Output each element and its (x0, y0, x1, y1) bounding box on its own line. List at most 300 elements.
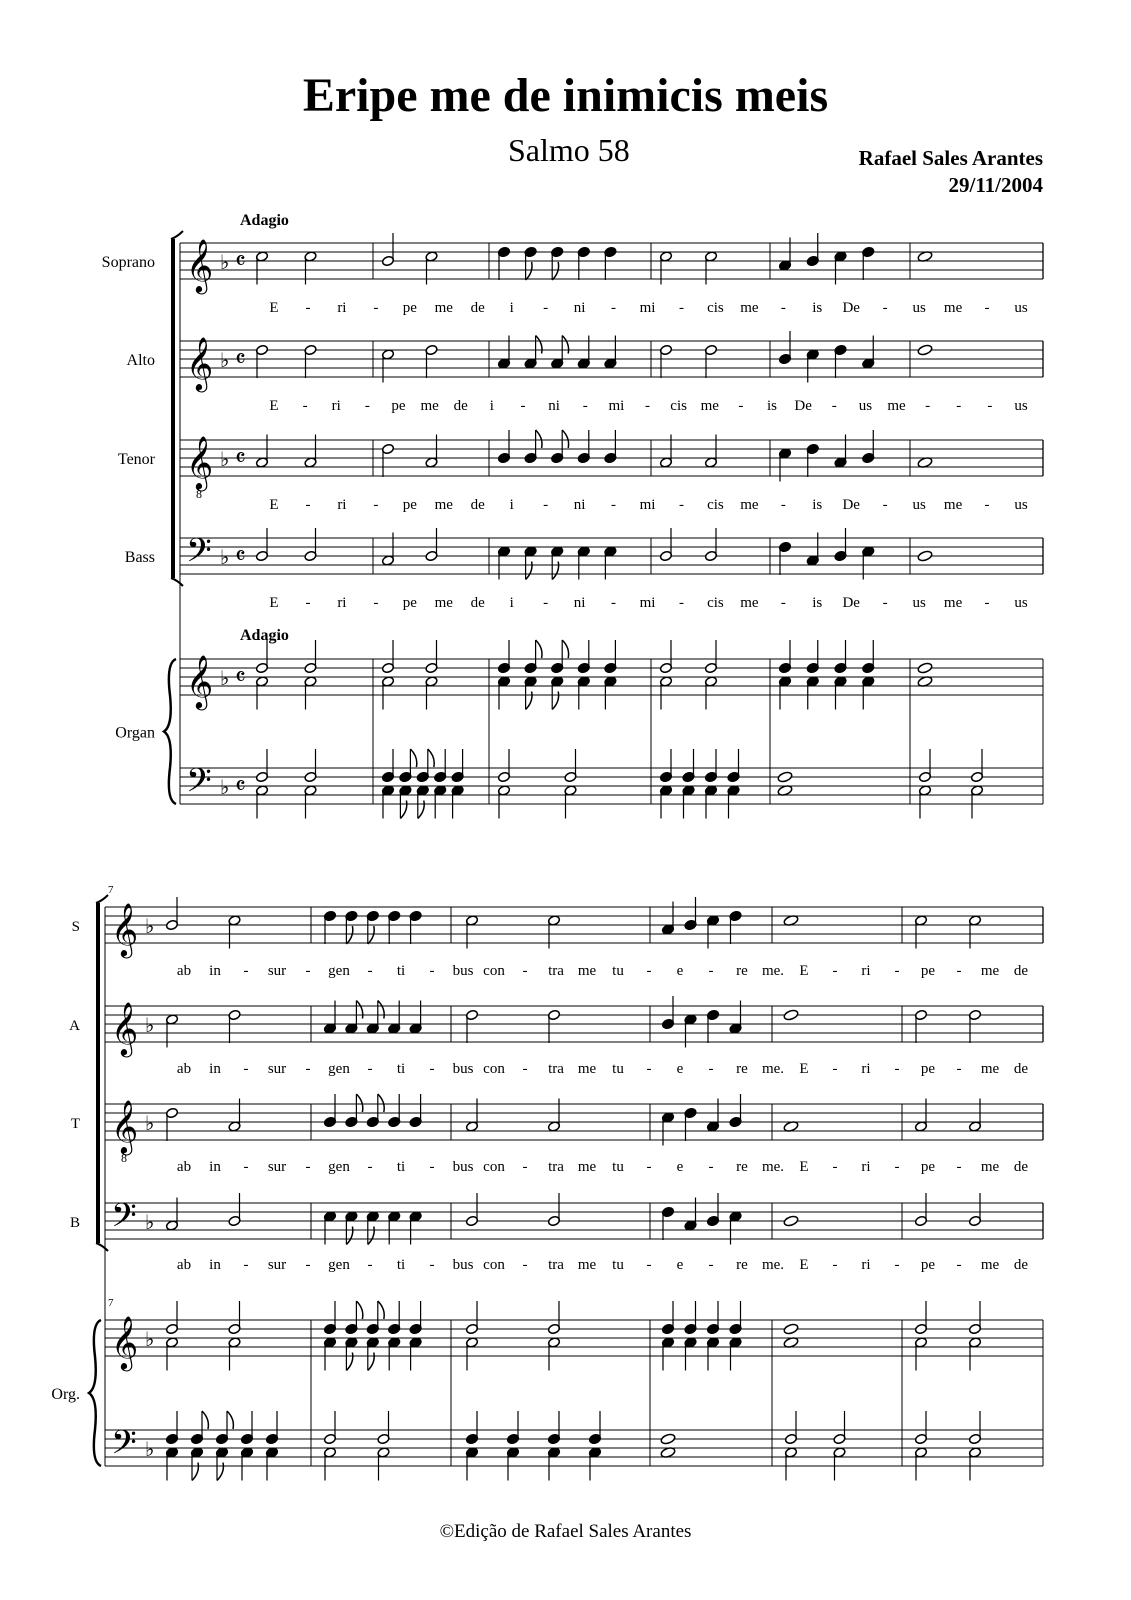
organ-note (465, 1301, 478, 1335)
lyric-syllable: - (956, 963, 962, 979)
organ-note (255, 749, 268, 783)
note (323, 910, 336, 944)
note (862, 246, 875, 280)
organ-note (833, 1447, 846, 1481)
organ-note (388, 1337, 401, 1371)
lyric-syllable: - (543, 300, 549, 316)
note-flag (356, 1001, 362, 1019)
key-signature-flat: ♭ (145, 1329, 155, 1351)
organ-note (240, 1447, 253, 1481)
lyric-syllable: - (646, 1257, 652, 1273)
organ-note (381, 640, 394, 674)
key-signature-flat: ♭ (145, 916, 155, 938)
organ-note (265, 1411, 278, 1445)
lyric-syllable: mi (608, 398, 625, 414)
lyric-syllable: pe (402, 300, 417, 316)
lyric-syllable: - (611, 300, 617, 316)
lyric-syllable: us (1014, 595, 1028, 611)
lyric-syllable: - (522, 1257, 528, 1273)
note-flag (418, 801, 424, 819)
lyric-syllable: ri (337, 300, 347, 316)
lyric-syllable: me (577, 1257, 597, 1273)
lyric-syllable: - (984, 497, 990, 513)
note (806, 443, 819, 477)
voice-label: Soprano (101, 254, 155, 271)
bass-clef-icon: 𝄢 (186, 762, 212, 807)
organ-note (434, 785, 447, 819)
organ-note (425, 676, 438, 710)
organ-note (704, 785, 717, 819)
organ-note (416, 785, 429, 819)
organ-note (434, 749, 447, 783)
voice-label: Alto (126, 352, 155, 369)
treble-clef-icon: 𝄞 (111, 1101, 139, 1152)
organ-note (970, 749, 983, 783)
lyric-syllable: me (980, 963, 1000, 979)
lyric-syllable: me (740, 595, 759, 611)
lyric-syllable: De (842, 497, 860, 513)
lyric-syllable: - (738, 398, 744, 414)
lyric-syllable: pe (920, 1159, 936, 1175)
organ-note (970, 785, 983, 819)
lyric-syllable: ab (176, 1061, 192, 1077)
lyric-syllable: me. (761, 1257, 785, 1273)
lyric-syllable: tra (548, 1159, 564, 1175)
note (381, 233, 394, 267)
note-flag (526, 262, 532, 280)
organ-note (366, 1301, 384, 1335)
lyric-syllable: - (305, 497, 311, 513)
tempo-marking: Adagio (240, 212, 289, 229)
note (968, 1009, 981, 1043)
piece-title: Eripe me de inimicis meis (302, 69, 829, 122)
lyric-syllable: - (243, 1159, 249, 1175)
organ-note (564, 785, 577, 819)
lyric-syllable: - (984, 595, 990, 611)
time-signature: 𝄴 (235, 544, 246, 570)
organ-note (706, 1337, 719, 1371)
note (729, 1094, 742, 1128)
lyric-syllable: - (367, 1257, 373, 1273)
lyric-syllable: me (887, 398, 906, 414)
lyric-syllable: E (799, 1257, 809, 1273)
organ-note (165, 1447, 178, 1481)
notehead (660, 1433, 676, 1445)
treble-clef-icon: 𝄞 (111, 1317, 139, 1368)
organ-note (506, 1411, 519, 1445)
lyric-syllable: - (243, 1257, 249, 1273)
note-flag (378, 1301, 384, 1319)
lyric-syllable: bus (452, 1061, 474, 1077)
key-signature-flat: ♭ (220, 777, 230, 799)
organ-note (659, 785, 672, 819)
lyric-syllable: ni (573, 497, 586, 513)
organ-note (706, 1301, 719, 1335)
note (577, 246, 590, 280)
note (345, 1094, 363, 1128)
note (366, 1094, 384, 1128)
lyric-syllable: me (700, 398, 719, 414)
note-flag (552, 692, 558, 710)
note (729, 910, 742, 944)
organ-note (659, 749, 672, 783)
lyric-syllable: de (453, 398, 468, 414)
lyric-syllable: ab (176, 1159, 192, 1175)
lyric-syllable: mi (639, 300, 656, 316)
note (604, 430, 617, 464)
lyric-syllable: - (987, 398, 993, 414)
lyric-syllable: - (373, 595, 379, 611)
lyric-syllable: bus (452, 963, 474, 979)
lyric-syllable: me (943, 595, 963, 611)
organ-note (604, 676, 617, 710)
lyric-syllable: pe (402, 595, 417, 611)
organ-note (588, 1411, 601, 1445)
lyric-syllable: ri (861, 1159, 871, 1175)
lyrics-line (269, 300, 1027, 316)
lyric-syllable: - (894, 963, 900, 979)
organ-note (834, 676, 847, 710)
lyric-syllable: me (577, 963, 597, 979)
organ-note (833, 1411, 846, 1445)
lyric-syllable: in (209, 963, 221, 979)
organ-note (727, 749, 740, 783)
tempo-marking: Adagio (240, 627, 289, 644)
note (465, 1193, 478, 1227)
notehead (917, 344, 933, 356)
lyric-syllable: - (925, 398, 931, 414)
organ-note (729, 1337, 742, 1371)
organ-note (604, 640, 617, 674)
lyric-syllable: e (676, 1159, 684, 1175)
organ-note (497, 749, 510, 783)
organ-note (215, 1411, 233, 1445)
note (425, 344, 438, 378)
bracket-hook (96, 895, 108, 903)
choir-bracket (171, 239, 175, 578)
lyric-syllable: mi (639, 595, 656, 611)
organ-note (704, 676, 717, 710)
organ-brace (89, 1320, 101, 1466)
note-flag (526, 692, 532, 710)
lyric-syllable: ni (573, 595, 586, 611)
bass-clef-icon: 𝄢 (111, 1424, 137, 1469)
organ-note (547, 1337, 560, 1371)
organ-note (323, 1301, 336, 1335)
lyric-syllable: - (678, 595, 684, 611)
lyric-syllable: - (645, 398, 650, 414)
note (917, 550, 933, 562)
notehead (783, 1009, 799, 1021)
organ-note (684, 1301, 697, 1335)
lyric-syllable: pe (920, 1061, 936, 1077)
organ-note (968, 1301, 981, 1335)
lyric-syllable: tra (548, 963, 564, 979)
lyric-syllable: - (984, 300, 990, 316)
octave-marker: 8 (196, 487, 202, 501)
time-signature: 𝄴 (235, 347, 246, 373)
lyric-syllable: - (522, 1159, 528, 1175)
organ-note (577, 676, 590, 710)
organ-note (451, 785, 464, 819)
lyric-syllable: - (882, 497, 888, 513)
lyric-syllable: - (367, 1061, 373, 1077)
lyric-syllable: in (209, 1061, 221, 1077)
note (547, 1193, 560, 1227)
time-signature: 𝄴 (235, 446, 246, 472)
key-signature-flat: ♭ (220, 547, 230, 569)
lyric-syllable: - (543, 595, 549, 611)
lyric-syllable: i (509, 595, 514, 611)
bracket-hook (96, 1243, 108, 1251)
note (524, 246, 537, 280)
lyric-syllable: e (676, 963, 684, 979)
note (165, 897, 178, 931)
composition-date: 29/11/2004 (948, 173, 1043, 197)
lyric-syllable: ri (331, 398, 341, 414)
lyric-syllable: E (799, 1159, 809, 1175)
lyric-syllable: gen (328, 963, 350, 979)
lyric-syllable: is (812, 300, 823, 316)
lyric-syllable: - (956, 1159, 962, 1175)
lyric-syllable: - (373, 497, 379, 513)
lyric-syllable: - (956, 398, 962, 414)
voice-label: B (69, 1215, 80, 1231)
organ-note (323, 1411, 336, 1445)
lyric-syllable: - (522, 1061, 528, 1077)
organ-note (506, 1447, 519, 1481)
lyric-syllable: is (812, 497, 823, 513)
note (968, 1193, 981, 1227)
key-signature-flat: ♭ (220, 449, 230, 471)
note-flag (346, 926, 352, 944)
organ-note (914, 1337, 927, 1371)
lyric-syllable: pe (920, 963, 936, 979)
note (165, 1107, 178, 1141)
lyric-syllable: ri (861, 1257, 871, 1273)
organ-note (345, 1301, 363, 1335)
lyric-syllable: - (894, 1061, 900, 1077)
organ-note (918, 785, 931, 819)
note-flag (378, 1001, 384, 1019)
lyric-syllable: de (470, 300, 485, 316)
organ-note (399, 749, 417, 783)
lyric-syllable: de (470, 595, 485, 611)
note (778, 331, 791, 365)
note (704, 344, 717, 378)
treble-clef-icon: 𝄞 (111, 904, 139, 955)
lyric-syllable: cis (707, 595, 724, 611)
lyric-syllable: is (812, 595, 823, 611)
lyric-syllable: - (646, 963, 652, 979)
voice-label: T (70, 1116, 80, 1132)
note (862, 430, 875, 464)
note (547, 1009, 560, 1043)
organ-note (345, 1337, 358, 1371)
organ-note (190, 1447, 203, 1481)
organ-note (914, 1301, 927, 1335)
note-flag (356, 1094, 362, 1112)
measure-number: 7 (108, 1297, 114, 1309)
lyric-syllable: me (434, 300, 453, 316)
organ-note (381, 749, 394, 783)
measure-number: 7 (108, 884, 114, 896)
key-signature-flat: ♭ (145, 1015, 155, 1037)
organ-note (834, 640, 847, 674)
lyric-syllable: us (912, 300, 926, 316)
composer: Rafael Sales Arantes (858, 146, 1043, 170)
note-flag (562, 640, 568, 658)
notehead (783, 1323, 799, 1335)
organ-note (366, 1337, 379, 1371)
lyric-syllable: re (736, 1257, 748, 1273)
note-flag (552, 562, 558, 580)
note-flag (346, 1353, 352, 1371)
lyric-syllable: De (842, 595, 860, 611)
organ-note (215, 1447, 228, 1481)
organ-note (524, 640, 542, 674)
lyric-syllable: ab (176, 963, 192, 979)
organ-note (727, 785, 740, 819)
lyric-syllable: - (708, 1061, 714, 1077)
organ-note (862, 676, 875, 710)
voice-label: A (69, 1018, 80, 1034)
organ-note (377, 1447, 390, 1481)
time-signature: 𝄴 (235, 249, 246, 275)
organ-note (323, 1337, 336, 1371)
organ-note (547, 1447, 560, 1481)
organ-note (165, 1337, 178, 1371)
note (323, 1094, 336, 1128)
lyric-syllable: ri (337, 497, 347, 513)
lyric-syllable: - (373, 300, 379, 316)
organ-note (914, 1411, 927, 1445)
lyric-syllable: re (736, 1159, 748, 1175)
lyric-syllable: me (943, 497, 963, 513)
organ-note (255, 640, 268, 674)
organ-note (240, 1411, 253, 1445)
note (914, 1009, 927, 1043)
organ-note (497, 785, 510, 819)
lyric-syllable: in (209, 1257, 221, 1273)
lyric-syllable: gen (328, 1061, 350, 1077)
organ-note (564, 749, 577, 783)
note (783, 1215, 799, 1227)
note-flag (227, 1411, 233, 1429)
note-flag (356, 1301, 362, 1319)
organ-note (862, 640, 875, 674)
lyric-syllable: de (1013, 1061, 1029, 1077)
lyric-syllable: sur (267, 1257, 287, 1273)
lyric-syllable: cis (670, 398, 687, 414)
organ-note (682, 785, 695, 819)
lyric-syllable: - (831, 398, 837, 414)
lyric-syllable: is (766, 398, 778, 414)
organ-note (784, 1447, 797, 1481)
note (524, 430, 542, 464)
lyric-syllable: mi (639, 497, 656, 513)
treble-clef-icon: 𝄞 (186, 437, 214, 488)
lyric-syllable: de (470, 497, 485, 513)
lyric-syllable: me (943, 300, 963, 316)
note (409, 910, 422, 944)
lyric-syllable: me (740, 497, 759, 513)
note-flag (536, 336, 542, 354)
organ-note (968, 1337, 981, 1371)
notehead (777, 771, 793, 783)
organ-note (451, 749, 464, 783)
organ-label: Org. (51, 1386, 80, 1403)
note (806, 233, 819, 267)
lyric-syllable: us (912, 497, 926, 513)
note-flag (368, 926, 374, 944)
lyrics-line (269, 398, 1027, 414)
lyric-syllable: ni (548, 398, 560, 414)
lyric-syllable: i (509, 300, 514, 316)
note (706, 1193, 719, 1227)
lyrics-line (177, 1257, 1029, 1273)
lyric-syllable: - (780, 497, 786, 513)
note (381, 443, 394, 477)
lyric-syllable: tra (548, 1257, 564, 1273)
lyric-syllable: - (894, 1257, 900, 1273)
lyric-syllable: pe (920, 1257, 936, 1273)
lyric-syllable: - (832, 1257, 838, 1273)
organ-note (497, 676, 510, 710)
note-flag (202, 1411, 208, 1429)
organ-note (425, 640, 438, 674)
note-flag (217, 1463, 223, 1481)
note (425, 528, 438, 562)
lyric-syllable: - (832, 963, 838, 979)
lyric-syllable: - (678, 497, 684, 513)
notehead (783, 1215, 799, 1227)
note (914, 1193, 927, 1227)
lyric-syllable: sur (267, 963, 287, 979)
treble-clef-icon: 𝄞 (186, 240, 214, 291)
organ-note (783, 1323, 799, 1335)
lyric-syllable: pe (391, 398, 406, 414)
lyric-syllable: De (794, 398, 812, 414)
organ-note (416, 749, 434, 783)
lyric-syllable: - (894, 1159, 900, 1175)
note (497, 246, 510, 280)
note (304, 344, 317, 378)
note (834, 344, 847, 378)
treble-clef-icon: 𝄞 (186, 338, 214, 389)
lyric-syllable: con (483, 1061, 505, 1077)
organ-note (409, 1337, 422, 1371)
organ-note (399, 785, 412, 819)
organ-note (465, 1447, 478, 1481)
note-flag (368, 1227, 374, 1245)
organ-note (968, 1411, 981, 1445)
note-flag (400, 801, 406, 819)
organ-note (255, 785, 268, 819)
note (706, 1009, 719, 1043)
note (834, 528, 847, 562)
note (255, 528, 268, 562)
bracket-hook (171, 578, 183, 586)
lyric-syllable: me (740, 300, 759, 316)
subtitle: Salmo 58 (508, 132, 630, 168)
note-flag (428, 749, 434, 767)
note (577, 430, 590, 464)
lyric-syllable: - (708, 1257, 714, 1273)
lyric-syllable: cis (707, 300, 724, 316)
lyric-syllable: me (577, 1159, 597, 1175)
lyric-syllable: - (429, 1159, 435, 1175)
